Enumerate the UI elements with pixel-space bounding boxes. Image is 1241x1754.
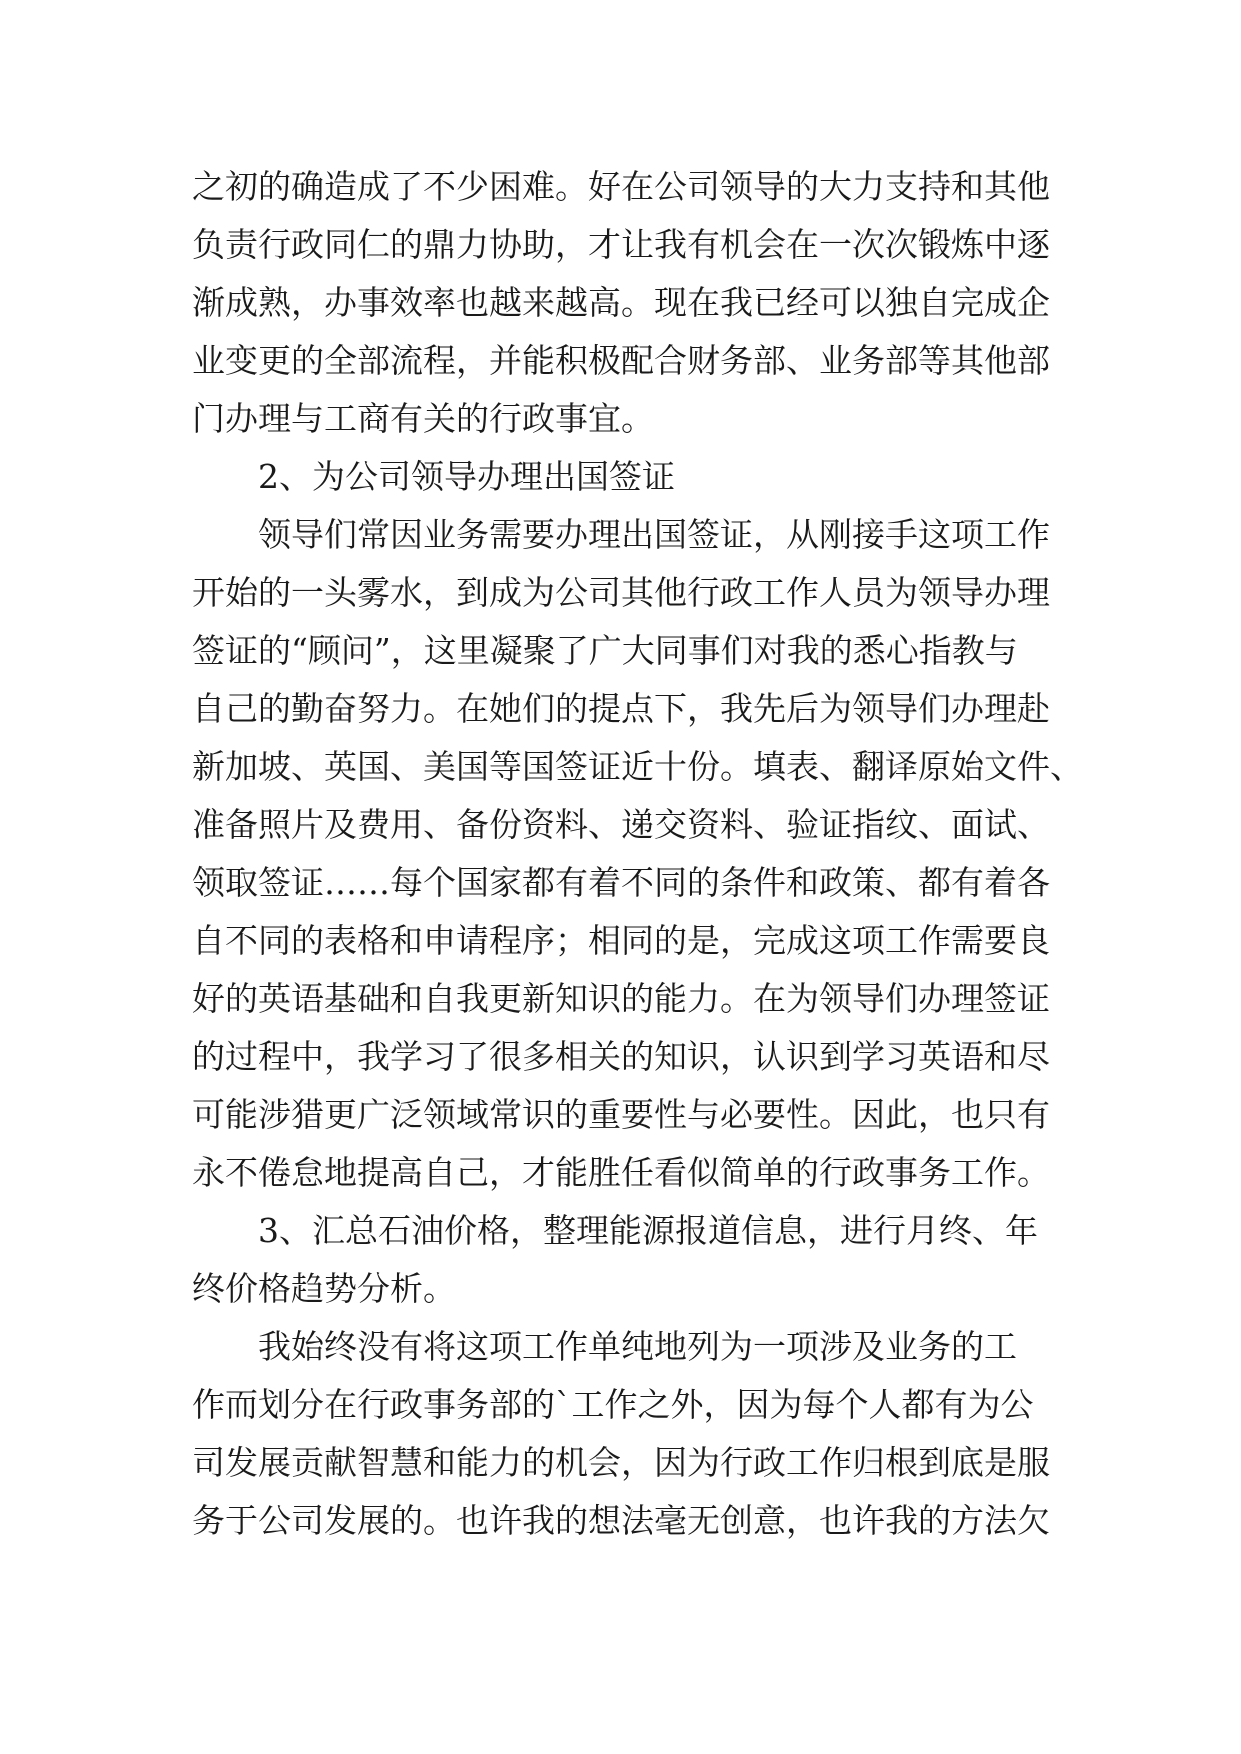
body-text (192, 158, 1083, 1550)
text-line: 新加坡、英国、美国等国签证近十份。填表、翻译原始文件、 (192, 747, 1083, 786)
text-line: 自己的勤奋努力。在她们的提点下，我先后为领导们办理赴 (192, 689, 1050, 728)
text-line: 业变更的全部流程，并能积极配合财务部、业务部等其他部 (192, 341, 1050, 380)
text-line: 可能涉猎更广泛领域常识的重要性与必要性。因此，也只有 (192, 1095, 1050, 1134)
text-line: 自不同的表格和申请程序；相同的是，完成这项工作需要良 (192, 921, 1050, 960)
text-line: 作而划分在行政事务部的`工作之外，因为每个人都有为公 (192, 1385, 1034, 1424)
text-line: 领导们常因业务需要办理出国签证，从刚接手这项工作 (258, 515, 1050, 554)
text-line: 我始终没有将这项工作单纯地列为一项涉及业务的工 (258, 1327, 1017, 1366)
text-line: 的过程中，我学习了很多相关的知识，认识到学习英语和尽 (192, 1037, 1050, 1076)
text-line: 终价格趋势分析。 (192, 1269, 456, 1308)
text-line: 门办理与工商有关的行政事宜。 (192, 399, 654, 438)
text-line: 司发展贡献智慧和能力的机会，因为行政工作归根到底是服 (192, 1443, 1050, 1482)
text-line: 务于公司发展的。也许我的想法毫无创意，也许我的方法欠 (192, 1501, 1050, 1540)
text-line: 签证的“顾问”，这里凝聚了广大同事们对我的悉心指教与 (192, 631, 1018, 670)
text-line: 永不倦怠地提高自己，才能胜任看似简单的行政事务工作。 (192, 1153, 1050, 1192)
text-line: 渐成熟，办事效率也越来越高。现在我已经可以独自完成企 (192, 283, 1050, 322)
text-line: 准备照片及费用、备份资料、递交资料、验证指纹、面试、 (192, 805, 1050, 844)
text-line: 之初的确造成了不少困难。好在公司领导的大力支持和其他 (192, 167, 1050, 206)
text-line: 开始的一头雾水，到成为公司其他行政工作人员为领导办理 (192, 573, 1050, 612)
text-line: 好的英语基础和自我更新知识的能力。在为领导们办理签证 (192, 979, 1050, 1018)
section-heading-3: 3、汇总石油价格，整理能源报道信息，进行月终、年 (258, 1211, 1038, 1250)
section-heading-2: 2、为公司领导办理出国签证 (258, 457, 675, 496)
text-line: 领取签证……每个国家都有着不同的条件和政策、都有着各 (192, 863, 1050, 902)
text-line: 负责行政同仁的鼎力协助，才让我有机会在一次次锻炼中逐 (192, 225, 1050, 264)
